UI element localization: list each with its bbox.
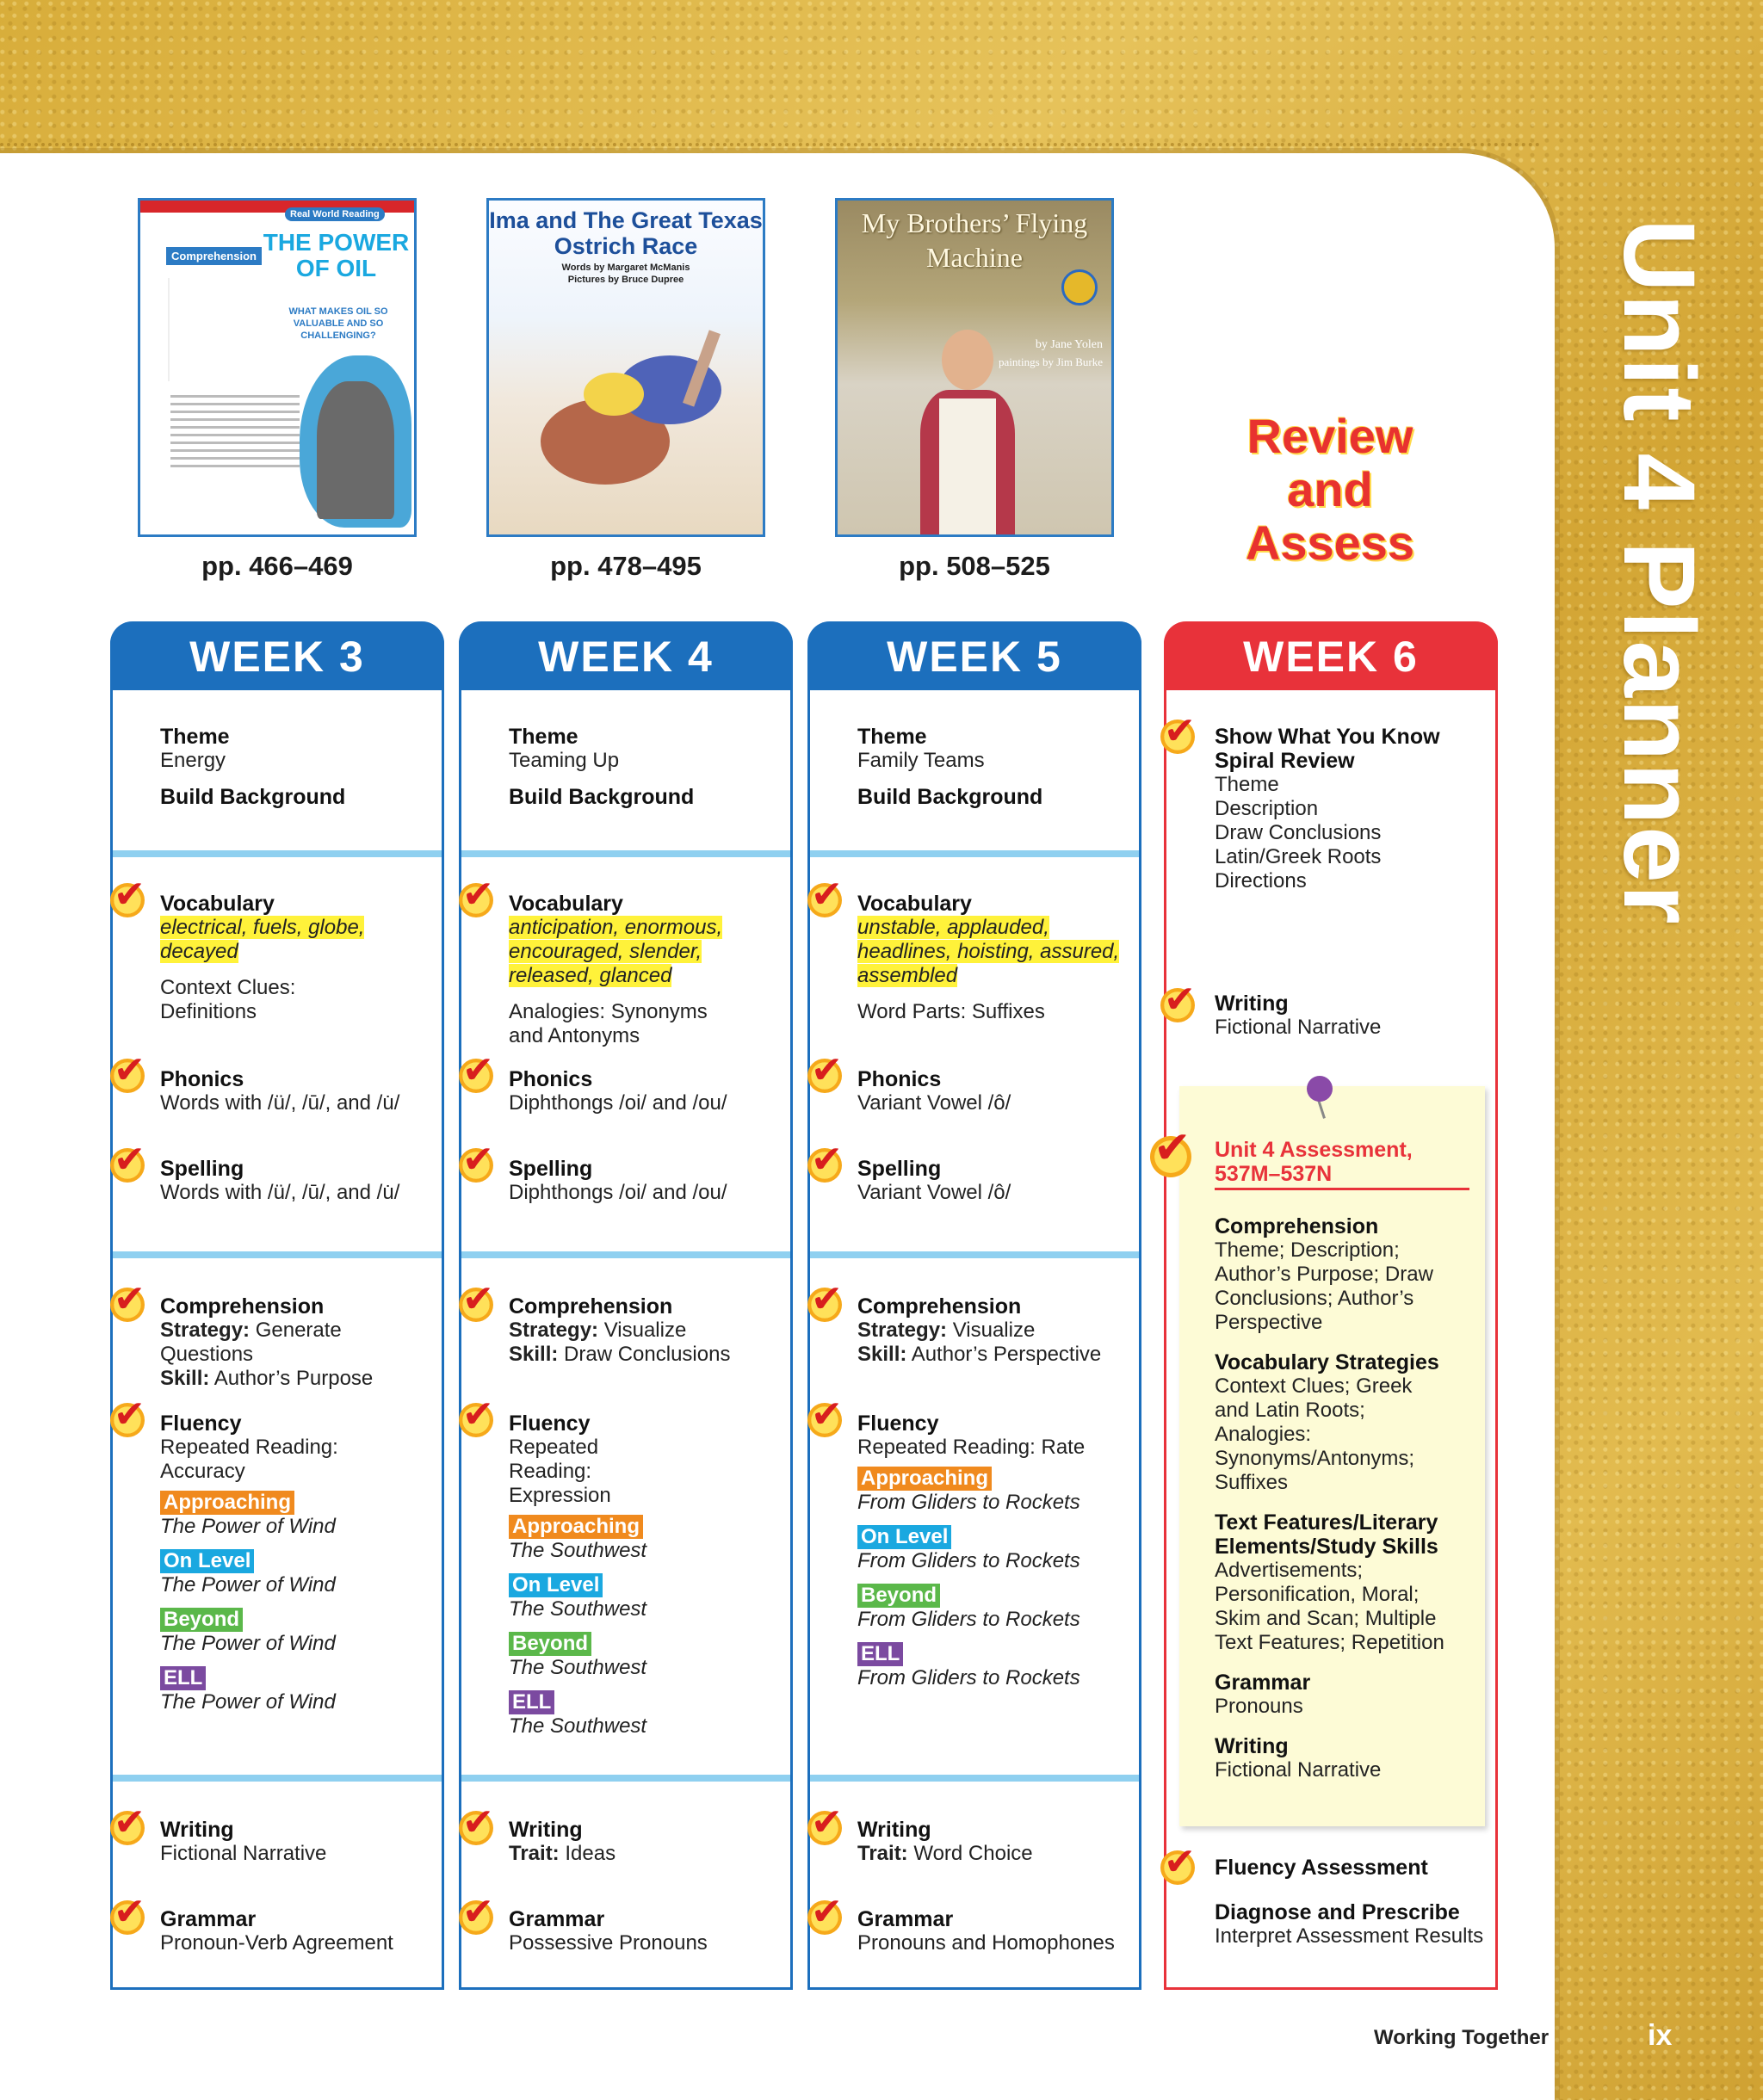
on-level-tag: On Level bbox=[509, 1573, 603, 1597]
week6-fluency-assessment: Fluency Assessment bbox=[1215, 1856, 1428, 1880]
checkmark-icon: ✔ bbox=[105, 1282, 150, 1327]
week4-theme: Theme Teaming Up Build Background bbox=[509, 725, 695, 809]
week3-phonics: Phonics Words with /ü/, /ū/, and /u̇/ bbox=[160, 1067, 400, 1115]
week4-writing: Writing Trait: Ideas bbox=[509, 1818, 616, 1865]
checkmark-icon: ✔ bbox=[454, 1143, 498, 1188]
unit-title: Unit 4 Planner bbox=[1602, 219, 1716, 926]
checkmark-icon: ✔ bbox=[1145, 1131, 1197, 1183]
week3-comprehension: Comprehension Strategy: Generate Questions Skill: Author’s Purpose bbox=[160, 1294, 374, 1390]
week4-comprehension: Comprehension Strategy: Visualize Skill: Draw Conclusions bbox=[509, 1294, 731, 1366]
week6-show-what-you-know: Show What You Know Spiral Review Theme Description Draw Conclusions Latin/Greek Roots Directions bbox=[1215, 725, 1440, 892]
checkmark-icon: ✔ bbox=[1155, 1845, 1200, 1890]
checkmark-icon: ✔ bbox=[454, 1895, 498, 1940]
checkmark-icon: ✔ bbox=[454, 1053, 498, 1098]
approaching-tag: Approaching bbox=[160, 1491, 294, 1515]
week5-phonics: Phonics Variant Vowel /ô/ bbox=[857, 1067, 1011, 1115]
cover-power-of-oil: Real World Reading Comprehension THE POWER OF OIL WHAT MAKES OIL SO VALUABLE AND SO CHALLENGING? bbox=[138, 198, 417, 537]
checkmark-icon: ✔ bbox=[802, 878, 847, 923]
girl-illustration bbox=[920, 330, 1015, 537]
week5-fluency: Fluency Repeated Reading: Rate Approaching From Gliders to Rockets On Level From Gliders to Rockets Beyond From Gliders to Rockets ELL From Gliders to Rockets bbox=[857, 1411, 1086, 1689]
cover-brothers-flying-machine: My Brothers’ Flying Machine by Jane Yolen paintings by Jim Burke bbox=[835, 198, 1114, 537]
week4-header: WEEK 4 bbox=[459, 621, 793, 690]
review-and-assess: Review and Assess bbox=[1245, 409, 1415, 570]
week3-header: WEEK 3 bbox=[110, 621, 444, 690]
week6-assessment: Unit 4 Assessment, 537M–537N Comprehension Theme; Description; Author’s Purpose; Draw Conclusions; Author’s Perspective Vocabulary Strategies Context Clues; Greek and Latin Roots; Analogies: Synonyms/Antonyms; Suffixes Text Features/Literary Elements/Study Skills Advertisements; Personification, Moral; Skim and Scan; Multiple Text Features; Repetition Grammar Pronouns Writing Fictional Narrative bbox=[1215, 1138, 1499, 1782]
on-level-tag: On Level bbox=[857, 1525, 951, 1549]
ell-tag: ELL bbox=[509, 1690, 554, 1714]
week5-grammar: Grammar Pronouns and Homophones bbox=[857, 1907, 1115, 1955]
checkmark-icon: ✔ bbox=[1155, 714, 1200, 759]
week3-theme: Theme Energy Build Background bbox=[160, 725, 346, 809]
checkmark-icon: ✔ bbox=[454, 1806, 498, 1850]
checkmark-icon: ✔ bbox=[1155, 983, 1200, 1028]
checkmark-icon: ✔ bbox=[802, 1143, 847, 1188]
oil-photo bbox=[300, 355, 411, 528]
cover3-pages: pp. 508–525 bbox=[899, 551, 1050, 581]
beyond-tag: Beyond bbox=[160, 1608, 243, 1632]
checkmark-icon: ✔ bbox=[105, 878, 150, 923]
cover1-pages: pp. 466–469 bbox=[201, 551, 353, 581]
cover-text-lines bbox=[170, 390, 300, 519]
week4-spelling: Spelling Diphthongs /oi/ and /ou/ bbox=[509, 1157, 727, 1204]
checkmark-icon: ✔ bbox=[802, 1895, 847, 1940]
week4-fluency: Fluency Repeated Reading: Expression Approaching The Southwest On Level The Southwest Beyond The Southwest ELL The Southwest bbox=[509, 1411, 647, 1738]
approaching-tag: Approaching bbox=[857, 1467, 992, 1491]
checkmark-icon: ✔ bbox=[105, 1895, 150, 1940]
checkmark-icon: ✔ bbox=[454, 1398, 498, 1442]
approaching-tag: Approaching bbox=[509, 1515, 643, 1539]
checkmark-icon: ✔ bbox=[802, 1282, 847, 1327]
beyond-tag: Beyond bbox=[509, 1632, 591, 1656]
cover-title: THE POWER OF OIL bbox=[263, 229, 410, 281]
week3-writing: Writing Fictional Narrative bbox=[160, 1818, 327, 1865]
checkmark-icon: ✔ bbox=[802, 1398, 847, 1442]
beyond-tag: Beyond bbox=[857, 1584, 940, 1608]
checkmark-icon: ✔ bbox=[105, 1053, 150, 1098]
ell-tag: ELL bbox=[857, 1642, 903, 1666]
on-level-tag: On Level bbox=[160, 1549, 254, 1573]
checkmark-icon: ✔ bbox=[454, 878, 498, 923]
cover-title: My Brothers’ Flying Machine bbox=[861, 207, 1088, 273]
checkmark-icon: ✔ bbox=[105, 1398, 150, 1442]
week5-spelling: Spelling Variant Vowel /ô/ bbox=[857, 1157, 1011, 1204]
checkmark-icon: ✔ bbox=[802, 1053, 847, 1098]
week6-diagnose: Diagnose and Prescribe Interpret Assessment Results bbox=[1215, 1900, 1484, 1948]
award-seal-icon bbox=[1061, 269, 1098, 306]
week4-grammar: Grammar Possessive Pronouns bbox=[509, 1907, 708, 1955]
assessment-title: Unit 4 Assessment, 537M–537N bbox=[1215, 1138, 1469, 1190]
week4-phonics: Phonics Diphthongs /oi/ and /ou/ bbox=[509, 1067, 727, 1115]
pushpin-icon bbox=[1307, 1076, 1333, 1102]
ostrich-illustration bbox=[523, 330, 739, 502]
stitch-border bbox=[0, 143, 1541, 150]
checkmark-icon: ✔ bbox=[105, 1806, 150, 1850]
footer-unit-name: Working Together bbox=[1374, 2026, 1550, 2049]
cover2-pages: pp. 478–495 bbox=[550, 551, 702, 581]
week4-vocabulary: Vocabulary anticipation, enormous, encouraged, slender, released, glanced Analogies: Synonyms and Antonyms bbox=[509, 892, 723, 1047]
checkmark-icon: ✔ bbox=[802, 1806, 847, 1850]
cover-title: Ima and The Great Texas Ostrich Race bbox=[489, 207, 763, 259]
week3-grammar: Grammar Pronoun-Verb Agreement bbox=[160, 1907, 393, 1955]
week5-vocabulary: Vocabulary unstable, applauded, headlines, hoisting, assured, assembled Word Parts: Suffixes bbox=[857, 892, 1120, 1023]
week5-theme: Theme Family Teams Build Background bbox=[857, 725, 1043, 809]
week6-header: WEEK 6 bbox=[1164, 621, 1498, 690]
ell-tag: ELL bbox=[160, 1666, 206, 1690]
week5-comprehension: Comprehension Strategy: Visualize Skill: Author’s Perspective bbox=[857, 1294, 1102, 1366]
week6-writing: Writing Fictional Narrative bbox=[1215, 991, 1382, 1039]
week5-header: WEEK 5 bbox=[807, 621, 1141, 690]
cover-ima-ostrich-race: Ima and The Great Texas Ostrich Race Words by Margaret McManis Pictures by Bruce Dupree bbox=[486, 198, 765, 537]
week5-writing: Writing Trait: Word Choice bbox=[857, 1818, 1033, 1865]
checkmark-icon: ✔ bbox=[454, 1282, 498, 1327]
week3-spelling: Spelling Words with /ü/, /ū/, and /u̇/ bbox=[160, 1157, 400, 1204]
checkmark-icon: ✔ bbox=[105, 1143, 150, 1188]
week3-vocabulary: Vocabulary electrical, fuels, globe, decayed Context Clues: Definitions bbox=[160, 892, 365, 1023]
page-number: ix bbox=[1648, 2019, 1673, 2052]
week3-fluency: Fluency Repeated Reading: Accuracy Approaching The Power of Wind On Level The Power of Wind Beyond The Power of Wind ELL The Power of Wind bbox=[160, 1411, 338, 1714]
